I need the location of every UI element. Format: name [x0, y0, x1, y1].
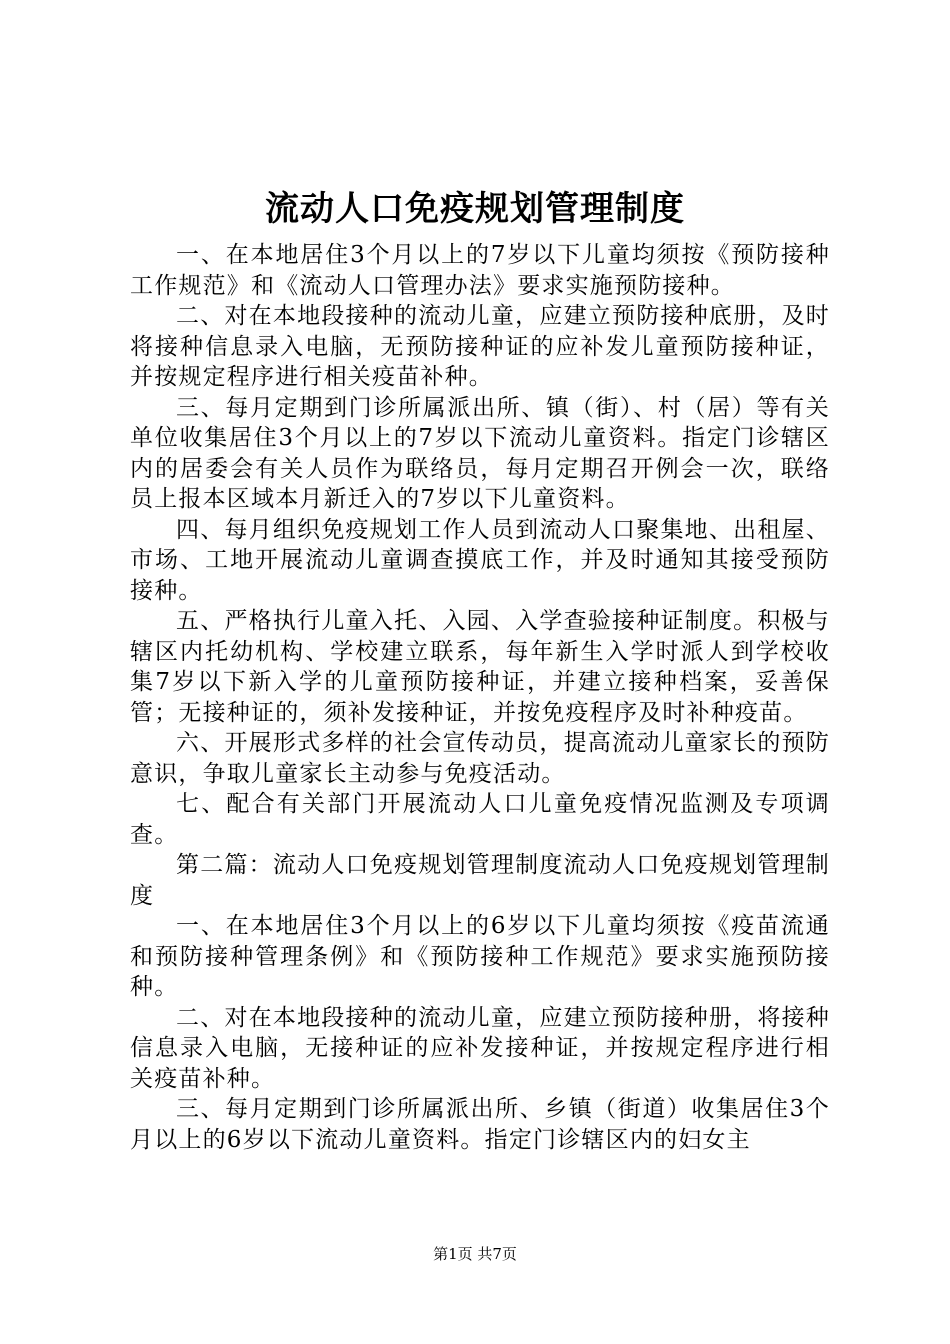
paragraph: 六、开展形式多样的社会宣传动员，提高流动儿童家长的预防意识，争取儿童家长主动参与免疫活动。	[130, 730, 830, 787]
paragraph: 七、配合有关部门开展流动人口儿童免疫情况监测及专项调查。	[130, 791, 830, 848]
paragraph: 三、每月定期到门诊所属派出所、镇（街）、村（居）等有关单位收集居住3个月以上的7岁以下流动儿童资料。指定门诊辖区内的居委会有关人员作为联络员，每月定期召开例会一次，联络员上报本区域本月新迁入的7岁以下儿童资料。	[130, 394, 830, 512]
page-number: 第1页 共7页	[433, 1245, 517, 1263]
paragraph: 三、每月定期到门诊所属派出所、乡镇（街道）收集居住3个月以上的6岁以下流动儿童资料。指定门诊辖区内的妇女主	[130, 1096, 830, 1153]
paragraph: 四、每月组织免疫规划工作人员到流动人口聚集地、出租屋、市场、工地开展流动儿童调查摸底工作，并及时通知其接受预防接种。	[130, 516, 830, 604]
page-footer	[0, 1244, 950, 1264]
section-heading: 第二篇：流动人口免疫规划管理制度流动人口免疫规划管理制度	[130, 852, 830, 909]
paragraph: 一、在本地居住3个月以上的6岁以下儿童均须按《疫苗流通和预防接种管理条例》和《预防接种工作规范》要求实施预防接种。	[130, 913, 830, 1000]
paragraph: 一、在本地居住3个月以上的7岁以下儿童均须按《预防接种工作规范》和《流动人口管理办法》要求实施预防接种。	[130, 242, 830, 299]
paragraph: 二、对在本地段接种的流动儿童，应建立预防接种底册，及时将接种信息录入电脑，无预防接种证的应补发儿童预防接种证，并按规定程序进行相关疫苗补种。	[130, 303, 830, 390]
document-body	[130, 240, 830, 1155]
paragraph: 五、严格执行儿童入托、入园、入学查验接种证制度。积极与辖区内托幼机构、学校建立联系，每年新生入学时派人到学校收集7岁以下新入学的儿童预防接种证，并建立接种档案，妥善保管；无接种证的，须补发接种证，并按免疫程序及时补种疫苗。	[130, 608, 830, 726]
document-title: 流动人口免疫规划管理制度	[265, 189, 685, 229]
paragraph: 二、对在本地段接种的流动儿童，应建立预防接种册，将接种信息录入电脑，无接种证的应补发接种证，并按规定程序进行相关疫苗补种。	[130, 1004, 830, 1092]
